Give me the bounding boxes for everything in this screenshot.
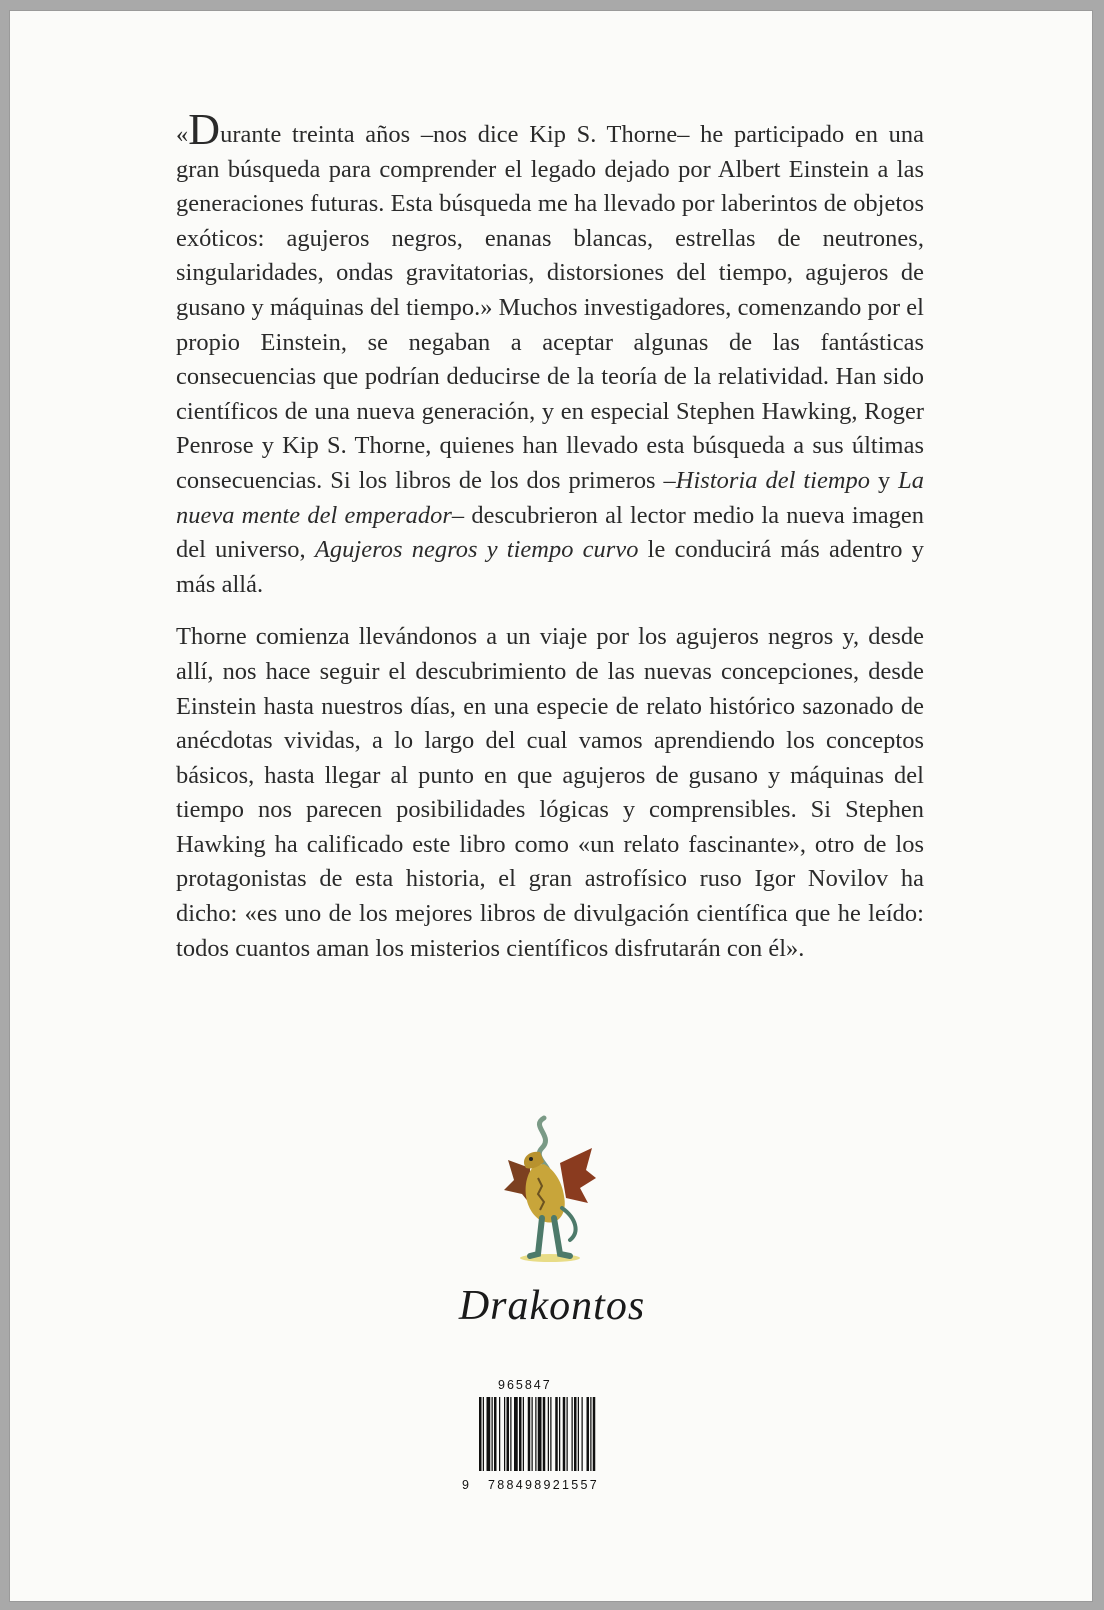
blurb-paragraph-1 <box>176 105 925 602</box>
barcode-bar <box>499 1397 500 1471</box>
dragon-icon <box>500 1108 600 1268</box>
barcode-bar <box>492 1397 493 1471</box>
barcode-bar <box>532 1397 533 1471</box>
barcode-bar <box>563 1397 566 1471</box>
opening-quote: « <box>176 121 189 148</box>
book-title-nueva-mente: La nueva mente del emperador– <box>176 466 925 529</box>
barcode-bar <box>593 1397 596 1471</box>
barcode-bar <box>582 1397 583 1471</box>
barcode-bar <box>479 1397 482 1471</box>
barcode-bar <box>572 1397 573 1471</box>
barcode-bar <box>494 1397 497 1471</box>
barcode-bar <box>574 1397 577 1471</box>
blurb-text-segment: le conducirá más adentro y más allá. <box>176 536 924 598</box>
barcode-bar <box>555 1397 558 1471</box>
barcode <box>478 1397 638 1471</box>
blurb-paragraph-2: Thorne comienza llevándonos a un viaje por los agujeros negros y, desde allí, nos hace seguir el descubrimiento de las nuevas concepciones, desde Einstein hasta nuestros días, en una especie de relato histórico sazonado de anécdotas vividas, a lo largo del cual vamos aprendiendo los conceptos básicos, hasta llegar al punto en que agujeros de gusano y máquinas del tiempo nos parecen posibilidades lógicas y comprensibles. Si Stephen Hawking ha calificado este libro como «un relato fascinante», otro de los protagonistas de esta historia, el gran astrofísico ruso Igor Novilov ha dicho: «es uno de los mejores libros de divulgación científica que he leído: todos cuantos aman los misterios científicos disfrutarán con él». <box>176 623 924 962</box>
barcode-bar <box>514 1397 518 1471</box>
barcode-bar <box>507 1397 510 1471</box>
barcode-bar <box>510 1397 511 1471</box>
publisher-imprint: Drakontos <box>458 1283 646 1329</box>
drop-cap: D <box>188 105 221 154</box>
barcode-bar <box>487 1397 491 1471</box>
barcode-bar <box>504 1397 505 1471</box>
barcode-bar <box>550 1397 551 1471</box>
barcode-bar <box>543 1397 546 1471</box>
barcode-bar <box>535 1397 536 1471</box>
book-title-historia: –Historia del tiempo <box>663 466 871 494</box>
blurb-text <box>176 105 925 966</box>
barcode-bar <box>528 1397 531 1471</box>
barcode-bar <box>523 1397 524 1471</box>
barcode-bar <box>483 1397 484 1471</box>
barcode-bar <box>519 1397 522 1471</box>
barcode-bar <box>538 1397 542 1471</box>
barcode-bar <box>578 1397 579 1471</box>
barcode-top-number: 965847 <box>498 1378 552 1392</box>
barcode-bar <box>587 1397 590 1471</box>
barcode-number: 788498921557 <box>488 1478 600 1492</box>
barcode-first-digit: 9 <box>462 1478 469 1492</box>
barcode-bar <box>559 1397 560 1471</box>
blurb-text-segment: descubrieron al lector medio la nueva imagen del universo, <box>176 501 925 564</box>
barcode-bar <box>548 1397 549 1471</box>
barcode-bar <box>567 1397 568 1471</box>
book-title-agujeros: Agujeros negros y tiempo curvo <box>314 536 639 564</box>
blurb-text-segment: y <box>870 466 899 494</box>
barcode-bar <box>590 1397 591 1471</box>
blurb-text-segment: urante treinta años –nos dice Kip S. Thorne– he participado en una gran búsqueda para comprender el legado dejado por Albert Einstein a las generaciones futuras. Esta búsqueda me ha llevado por laberintos de objetos exóticos: agujeros negros, enanas blancas, estrellas de neutrones, singularidades, ondas gravitatorias, distorsiones del tiempo, agujeros de gusano y máquinas del tiempo.» Muchos investigadores, comenzando por el propio Einstein, se negaban a aceptar algunas de las fantásticas consecuencias que podrían deducirse de la teoría de la relatividad. Han sido científicos de una nueva generación, y en especial Stephen Hawking, Roger Penrose y Kip S. Thorne, quienes han llevado esta búsqueda a sus últimas consecuencias. Si los libros de los dos primeros <box>176 121 924 494</box>
